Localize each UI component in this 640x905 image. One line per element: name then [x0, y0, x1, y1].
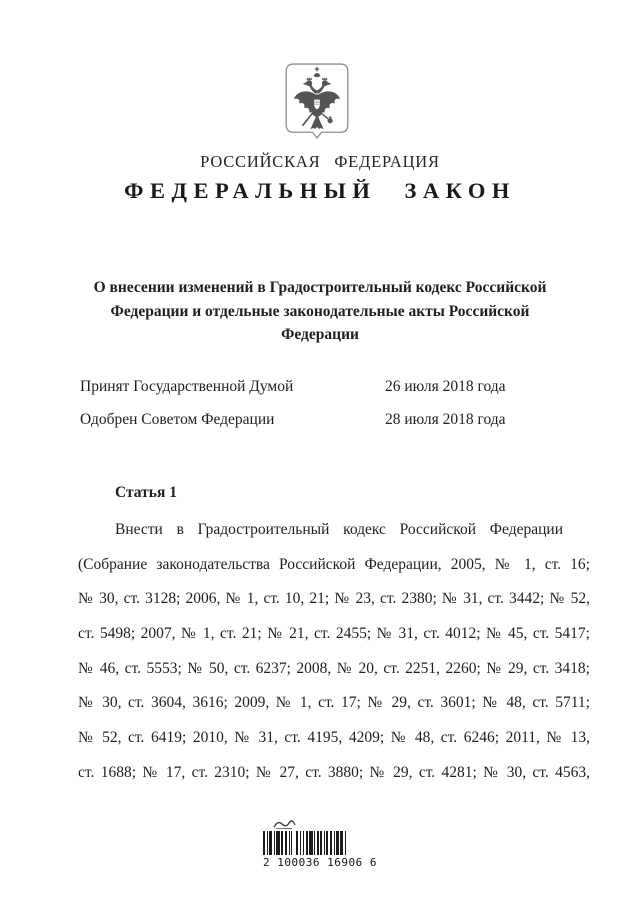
law-title-line: Федерации и отдельные законодательные акты Российской [110, 302, 530, 320]
adoption-date: 26 июля 2018 года [385, 378, 506, 395]
barcode-digits: 2 100036 16906 6 [263, 856, 377, 869]
adoption-label: Принят Государственной Думой [80, 378, 294, 395]
coat-of-arms [284, 62, 350, 142]
body-line: ст. 5498; 2007, № 1, ст. 21; № 21, ст. 2455; № 31, ст. 4012; № 45, ст. 5417; [78, 625, 590, 643]
law-title-line: Федерации [281, 326, 359, 343]
body-line: № 30, ст. 3604, 3616; 2009, № 1, ст. 17; № 29, ст. 3601; № 48, ст. 5711; [78, 694, 590, 712]
body-line: (Собрание законодательства Российской Федерации, 2005, № 1, ст. 16; [78, 555, 590, 573]
article-heading: Статья 1 [115, 484, 177, 501]
adoption-label: Одобрен Советом Федерации [80, 411, 275, 428]
body-line: № 46, ст. 5553; № 50, ст. 6237; 2008, № 20, ст. 2251, 2260; № 29, ст. 3418; [78, 659, 590, 677]
barcode [263, 831, 377, 869]
body-line: Внести в Градостроительный кодекс Российской Федерации [115, 521, 563, 538]
country-name: РОССИЙСКАЯ ФЕДЕРАЦИЯ [200, 152, 440, 171]
double-headed-eagle-icon [284, 62, 350, 142]
document-type: ФЕДЕРАЛЬНЫЙ ЗАКОН [124, 178, 516, 203]
adoption-row-federation-council [80, 411, 560, 429]
scribble-icon [272, 819, 298, 831]
body-line: № 52, ст. 6419; 2010, № 31, ст. 4195, 4209; № 48, ст. 6246; 2011, № 13, [78, 729, 590, 747]
body-line: ст. 1688; № 17, ст. 2310; № 27, ст. 3880; № 29, ст. 4281; № 30, ст. 4563, [78, 763, 590, 781]
barcode-bars [263, 831, 349, 855]
barcode-top-mark [272, 818, 298, 830]
adoption-row-duma [80, 378, 560, 396]
barcode-gap [346, 831, 348, 855]
article-body [78, 513, 590, 791]
law-title [64, 276, 576, 347]
adoption-date: 28 июля 2018 года [385, 411, 506, 428]
law-title-line: О внесении изменений в Градостроительный кодекс Российской [93, 279, 547, 296]
body-line: № 30, ст. 3128; 2006, № 1, ст. 10, 21; № 23, ст. 2380; № 31, ст. 3442; № 52, [78, 590, 590, 608]
